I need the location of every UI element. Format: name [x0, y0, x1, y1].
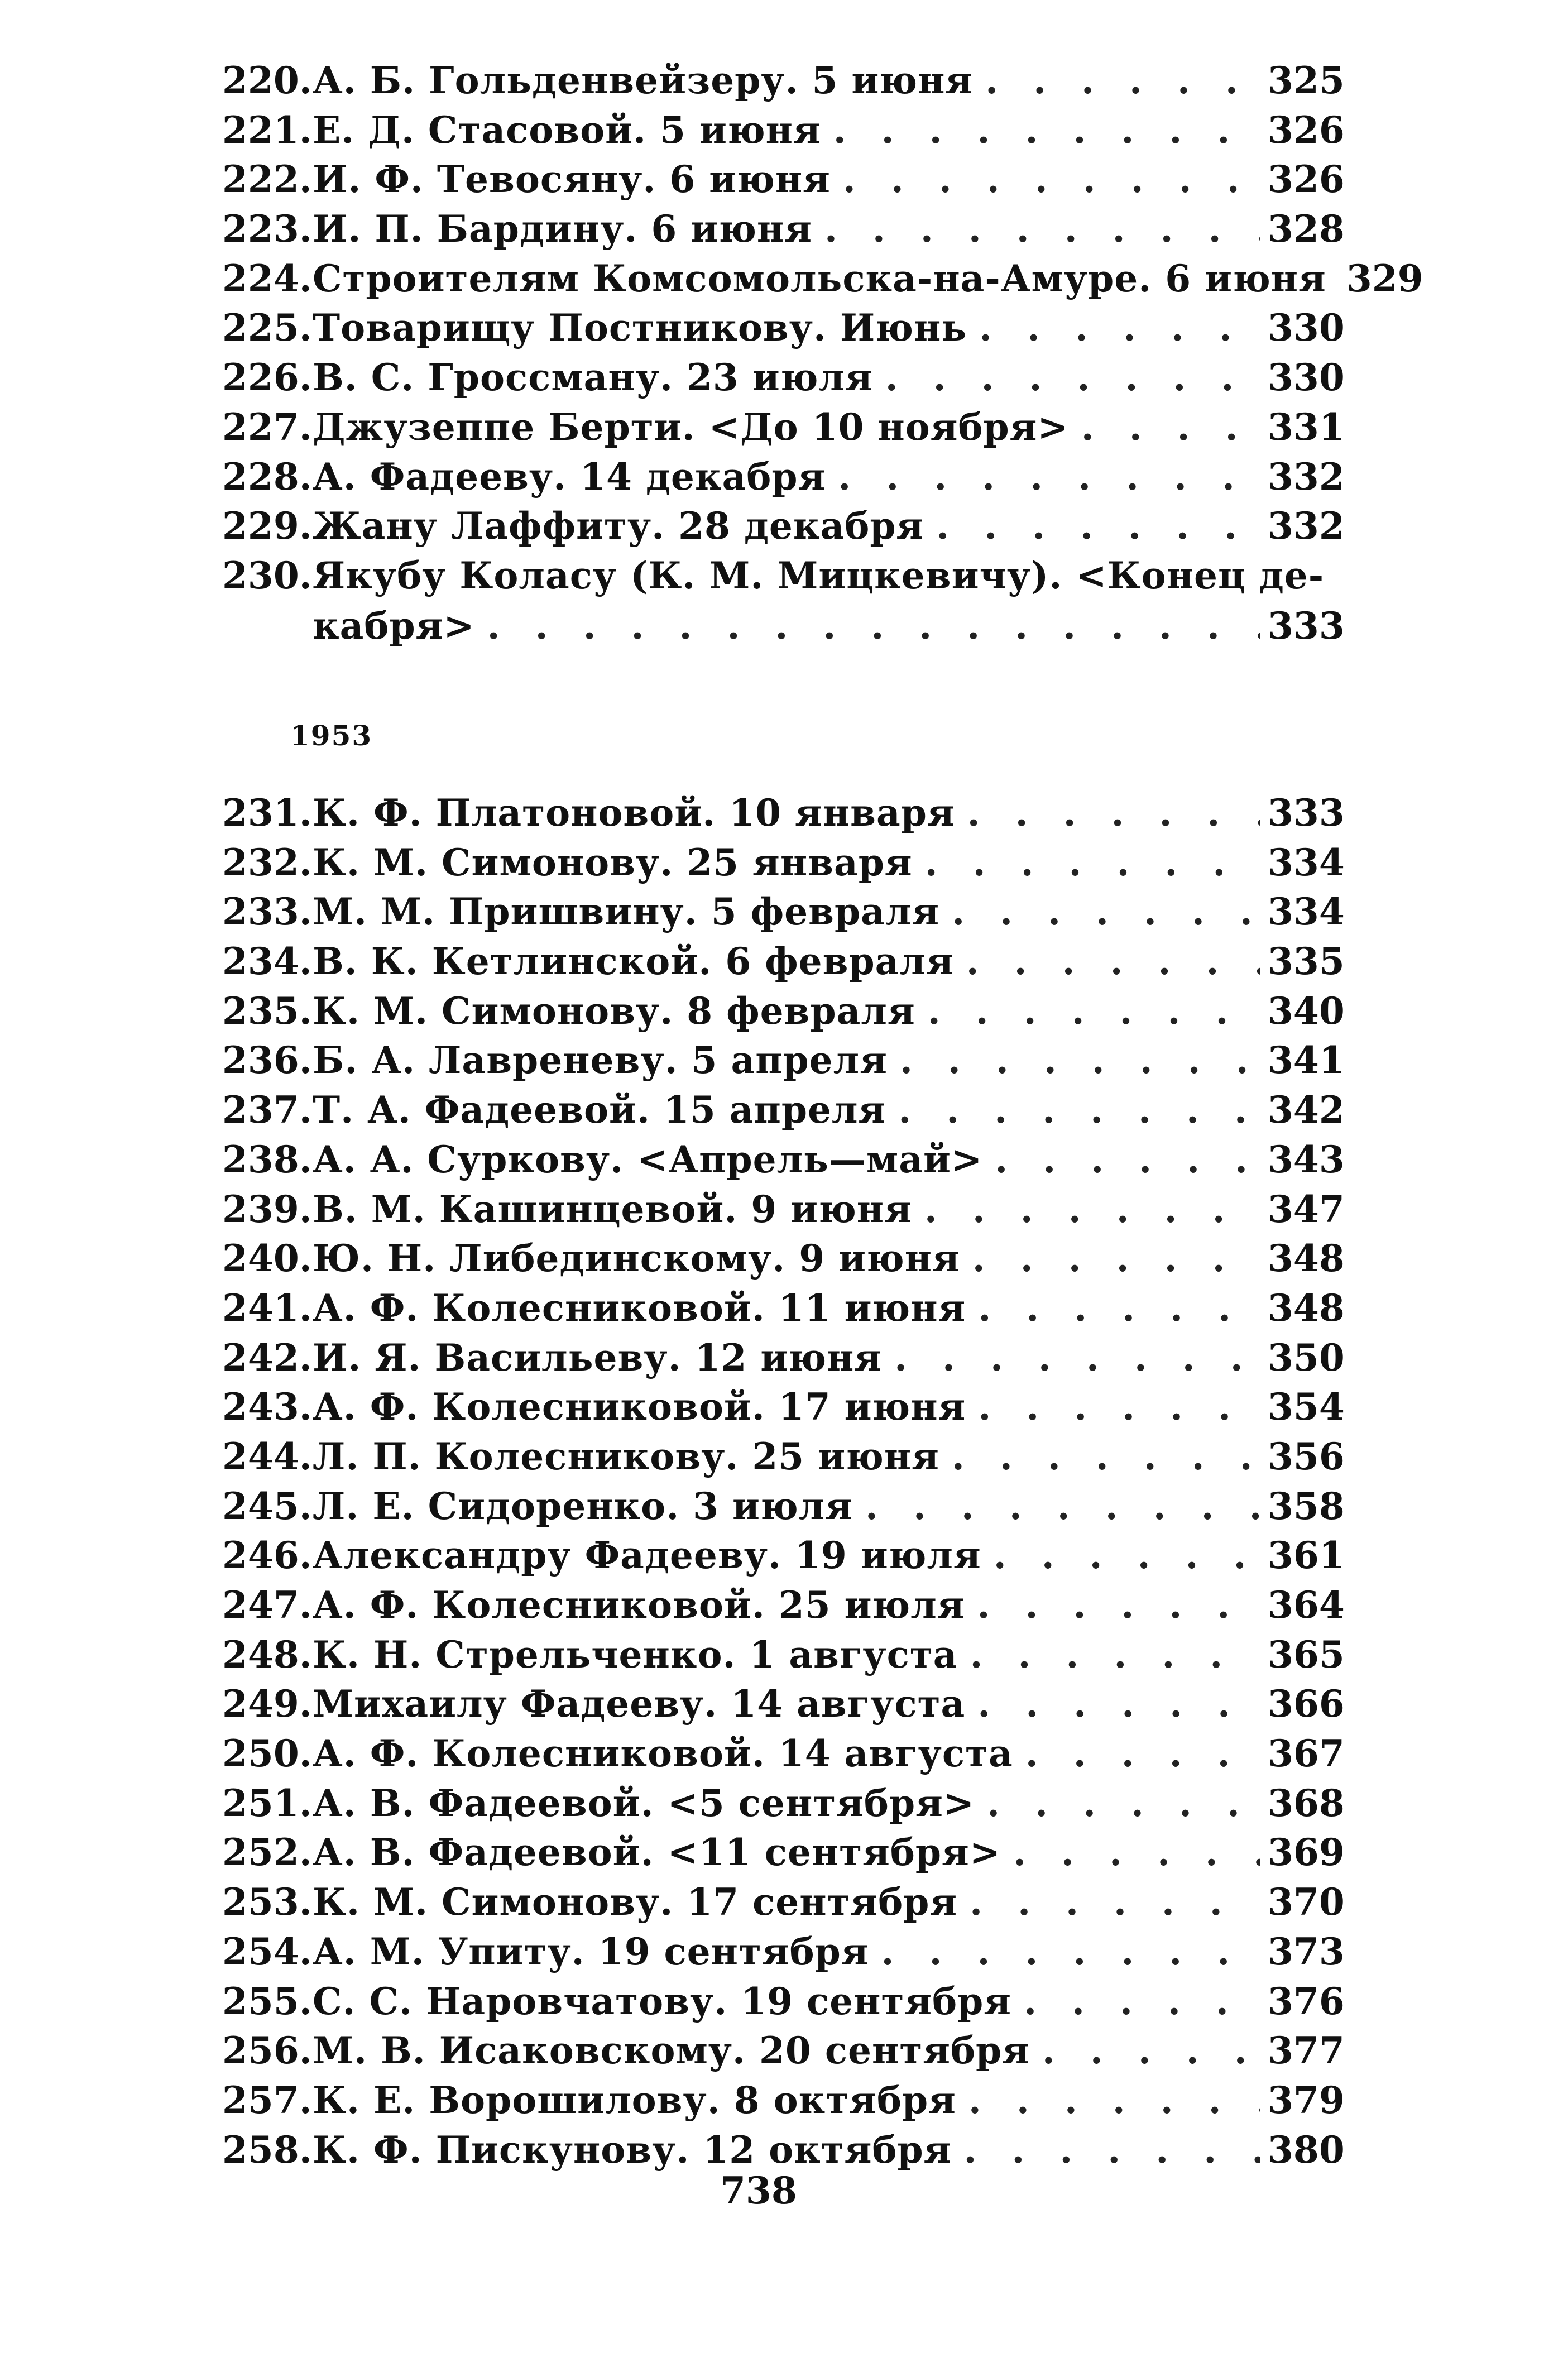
- page-number: 738: [720, 2169, 797, 2212]
- entry-title: Якубу Коласу (К. М. Мицкевичу). <Конец де-: [313, 553, 1325, 597]
- dot-leader: [985, 56, 1260, 106]
- dot-leader: [952, 887, 1260, 937]
- dot-leader: [885, 353, 1260, 403]
- dot-leader: [977, 1580, 1260, 1630]
- toc-entry: [222, 1185, 1345, 1234]
- entry-page: 335: [1268, 940, 1345, 984]
- entry-page: 332: [1268, 504, 1345, 548]
- toc-entry: [222, 1234, 1345, 1283]
- entry-page: 348: [1268, 1237, 1345, 1281]
- entry-page: 366: [1268, 1682, 1345, 1726]
- dot-leader: [1024, 1977, 1260, 2026]
- dot-leader: [843, 155, 1260, 204]
- entry-number: 255.: [222, 1979, 312, 2023]
- entry-number: 237.: [222, 1088, 312, 1132]
- entry-number: 226.: [222, 356, 312, 400]
- entry-page: 354: [1268, 1385, 1345, 1429]
- entry-title: В. М. Кашинцевой. 9 июня: [313, 1187, 912, 1231]
- entry-number: 229.: [222, 504, 312, 548]
- entry-title: И. Ф. Тевосяну. 6 июня: [313, 157, 831, 202]
- entry-page: 332: [1268, 454, 1345, 499]
- entry-page: 377: [1268, 2029, 1345, 2073]
- toc-entry: [222, 1382, 1345, 1432]
- entry-title: К. Е. Ворошилову. 8 октября: [313, 2078, 956, 2122]
- dot-leader: [963, 2125, 1260, 2175]
- dot-leader: [881, 1927, 1260, 1977]
- toc-entry: [222, 1135, 1345, 1185]
- entry-title: А. Б. Гольденвейзеру. 5 июня: [313, 59, 974, 102]
- dot-leader: [1042, 2026, 1260, 2076]
- toc-entry: [222, 106, 1345, 155]
- toc-entry: [222, 1729, 1345, 1779]
- entry-number: 248.: [222, 1632, 312, 1676]
- entry-title: И. Я. Васильеву. 12 июня: [313, 1335, 883, 1379]
- dot-leader: [972, 1234, 1260, 1283]
- entry-page: 379: [1268, 2078, 1345, 2122]
- entry-title: А. Ф. Колесниковой. 11 июня: [313, 1286, 966, 1330]
- entry-number: 236.: [222, 1038, 312, 1082]
- toc-entry: [222, 1828, 1345, 1877]
- dot-leader: [898, 1085, 1260, 1135]
- entry-page: 365: [1268, 1632, 1345, 1676]
- entry-title: А. Ф. Колесниковой. 25 июля: [313, 1583, 965, 1627]
- entry-title: К. Ф. Пискунову. 12 октября: [313, 2128, 952, 2172]
- entry-number: 228.: [222, 454, 312, 499]
- toc-entry: [222, 2076, 1345, 2125]
- entry-number: 242.: [222, 1335, 312, 1379]
- entry-page: 343: [1268, 1137, 1345, 1181]
- dot-leader: [979, 303, 1260, 353]
- toc-entry: [222, 353, 1345, 403]
- entry-number: 221.: [222, 108, 312, 152]
- entry-page: 326: [1268, 108, 1345, 152]
- entry-title: Строителям Комсомольска-на-Амуре. 6 июня: [313, 256, 1326, 300]
- entry-page: 364: [1268, 1583, 1345, 1627]
- entry-page: 376: [1268, 1979, 1345, 2023]
- entry-page: 347: [1268, 1187, 1345, 1231]
- toc-entry: [222, 501, 1345, 551]
- toc-entry: [222, 254, 1423, 304]
- toc-entry: [222, 937, 1345, 986]
- toc-entry: [222, 1432, 1345, 1482]
- entry-page: 329: [1346, 256, 1423, 300]
- entry-title: А. В. Фадеевой. <11 сентября>: [313, 1831, 1001, 1875]
- entry-title: Б. А. Лавреневу. 5 апреля: [313, 1038, 888, 1082]
- entry-title: К. М. Симонову. 8 февраля: [313, 989, 915, 1033]
- entry-title: Джузеппе Берти. <До 10 ноября>: [313, 405, 1069, 449]
- dot-leader: [968, 2076, 1260, 2125]
- entry-number: 254.: [222, 1929, 312, 1973]
- entry-number: 247.: [222, 1583, 312, 1627]
- dot-leader: [833, 106, 1260, 155]
- entry-title: С. С. Наровчатову. 19 сентября: [313, 1979, 1012, 2023]
- entry-number: 240.: [222, 1237, 312, 1281]
- dot-leader: [970, 1877, 1260, 1927]
- entry-page: 361: [1268, 1534, 1345, 1578]
- entry-title: Л. П. Колесникову. 25 июня: [313, 1434, 939, 1478]
- dot-leader: [487, 601, 1260, 651]
- entry-page: 341: [1268, 1038, 1345, 1082]
- toc-entry: [222, 403, 1345, 452]
- dot-leader: [987, 1779, 1260, 1828]
- entry-page: 350: [1268, 1335, 1345, 1379]
- entry-title: Л. Е. Сидоренко. 3 июля: [313, 1484, 853, 1528]
- entry-number: 243.: [222, 1385, 312, 1429]
- entry-number: 256.: [222, 2029, 312, 2073]
- entry-number: 231.: [222, 791, 312, 835]
- entry-title: Т. А. Фадеевой. 15 апреля: [313, 1088, 886, 1132]
- dot-leader: [994, 1531, 1260, 1580]
- dot-leader: [970, 1630, 1260, 1680]
- dot-leader: [966, 937, 1260, 986]
- dot-leader: [838, 452, 1260, 502]
- toc-entry: [222, 1977, 1345, 2026]
- entry-page: 373: [1268, 1929, 1345, 1973]
- entry-title: К. Ф. Платоновой. 10 января: [313, 791, 955, 835]
- entry-page: 358: [1268, 1484, 1345, 1528]
- entry-title: В. К. Кетлинской. 6 февраля: [313, 940, 954, 984]
- entry-number: 246.: [222, 1534, 312, 1578]
- entry-number: 227.: [222, 405, 312, 449]
- entry-title: К. М. Симонову. 17 сентября: [313, 1880, 958, 1924]
- entry-title: А. Ф. Колесниковой. 17 июня: [313, 1385, 966, 1429]
- entry-page: 340: [1268, 989, 1345, 1033]
- entry-number: 230.: [222, 553, 312, 597]
- dot-leader: [924, 1185, 1260, 1234]
- entry-number: 241.: [222, 1286, 312, 1330]
- dot-leader: [928, 986, 1260, 1036]
- toc-entry: [222, 1630, 1345, 1680]
- dot-leader: [1081, 403, 1260, 452]
- entry-number: 239.: [222, 1187, 312, 1231]
- entry-title: К. М. Симонову. 25 января: [313, 840, 913, 884]
- toc-entry: [222, 204, 1345, 254]
- toc-entry: [222, 1036, 1345, 1085]
- entry-page: 334: [1268, 890, 1345, 934]
- toc-entry: [222, 986, 1345, 1036]
- entry-title: Е. Д. Стасовой. 5 июня: [313, 108, 821, 152]
- entry-number: 225.: [222, 306, 312, 350]
- entry-title: А. Ф. Колесниковой. 14 августа: [313, 1732, 1013, 1776]
- entry-number: 253.: [222, 1880, 312, 1924]
- entry-page: 356: [1268, 1434, 1345, 1478]
- toc-entry: [222, 788, 1345, 838]
- toc-entry: [222, 1877, 1345, 1927]
- dot-leader: [824, 204, 1260, 254]
- dot-leader: [894, 1333, 1260, 1383]
- toc-entry: [222, 452, 1345, 502]
- toc-entry: [222, 1531, 1345, 1580]
- entry-title: Ю. Н. Либединскому. 9 июня: [313, 1237, 960, 1281]
- dot-leader: [900, 1036, 1260, 1085]
- entry-number: 220.: [222, 59, 312, 102]
- toc-entry: [222, 1482, 1345, 1531]
- toc-entry: [222, 1679, 1345, 1729]
- entry-number: 233.: [222, 890, 312, 934]
- entry-page: 326: [1268, 157, 1345, 202]
- entry-title: Товарищу Постникову. Июнь: [313, 306, 967, 350]
- entry-title: К. Н. Стрельченко. 1 августа: [313, 1632, 958, 1676]
- toc-entry: [222, 56, 1345, 106]
- entry-number: 222.: [222, 157, 312, 202]
- entry-page: 331: [1268, 405, 1345, 449]
- toc-list-1953: [222, 788, 1345, 2174]
- dot-leader: [967, 788, 1260, 838]
- entry-title: А. В. Фадеевой. <5 сентября>: [313, 1781, 975, 1825]
- entry-number: 235.: [222, 989, 312, 1033]
- toc-entry: [222, 2125, 1345, 2175]
- entry-page: 342: [1268, 1088, 1345, 1132]
- entry-number: 252.: [222, 1831, 312, 1875]
- entry-page: 367: [1268, 1732, 1345, 1776]
- entry-title: Михаилу Фадееву. 14 августа: [313, 1682, 966, 1726]
- dot-leader: [978, 1283, 1260, 1333]
- entry-number: 223.: [222, 207, 312, 251]
- entry-number: 245.: [222, 1484, 312, 1528]
- entry-number: 257.: [222, 2078, 312, 2122]
- entry-number: 251.: [222, 1781, 312, 1825]
- toc-entry: [222, 838, 1345, 888]
- dot-leader: [995, 1135, 1260, 1185]
- toc-entry: [222, 551, 1345, 651]
- dot-leader: [936, 501, 1260, 551]
- entry-title-continuation: кабря>: [313, 603, 475, 648]
- dot-leader: [1025, 1729, 1260, 1779]
- entry-title: А. Фадееву. 14 декабря: [313, 454, 826, 499]
- entry-number: 249.: [222, 1682, 312, 1726]
- toc-entry: [222, 887, 1345, 937]
- dot-leader: [952, 1432, 1260, 1482]
- entry-title: А. М. Упиту. 19 сентября: [313, 1929, 869, 1973]
- toc-entry: [222, 1580, 1345, 1630]
- entry-page: 328: [1268, 207, 1345, 251]
- dot-leader: [1013, 1828, 1260, 1877]
- toc-entry: [222, 155, 1345, 204]
- entry-page: 368: [1268, 1781, 1345, 1825]
- entry-title: А. А. Суркову. <Апрель—май>: [313, 1137, 983, 1181]
- toc-entry: [222, 2026, 1345, 2076]
- entry-page: 369: [1268, 1831, 1345, 1875]
- toc-entry: [222, 1333, 1345, 1383]
- entry-page: 325: [1268, 59, 1345, 102]
- dot-leader: [978, 1382, 1260, 1432]
- entry-title: М. В. Исаковскому. 20 сентября: [313, 2029, 1030, 2073]
- entry-page: 380: [1268, 2128, 1345, 2172]
- toc-entry: [222, 1779, 1345, 1828]
- year-heading: 1953: [290, 719, 373, 752]
- dot-leader: [977, 1679, 1260, 1729]
- entry-page: 370: [1268, 1880, 1345, 1924]
- entry-title: М. М. Пришвину. 5 февраля: [313, 890, 940, 934]
- toc-entry: [222, 1085, 1345, 1135]
- entry-number: 238.: [222, 1137, 312, 1181]
- entry-page: 348: [1268, 1286, 1345, 1330]
- entry-page: 330: [1268, 356, 1345, 400]
- entry-title: В. С. Гроссману. 23 июля: [313, 356, 873, 400]
- toc-entry: [222, 1283, 1345, 1333]
- toc-entry: [222, 1927, 1345, 1977]
- dot-leader: [865, 1482, 1260, 1531]
- dot-leader: [925, 838, 1260, 888]
- entry-page: 334: [1268, 840, 1345, 884]
- entry-page: 330: [1268, 306, 1345, 350]
- entry-number: 224.: [222, 256, 312, 300]
- entry-page: 333: [1268, 603, 1345, 648]
- entry-title: Александру Фадееву. 19 июля: [313, 1534, 981, 1578]
- toc-entry: [222, 303, 1345, 353]
- entry-number: 244.: [222, 1434, 312, 1478]
- entry-number: 250.: [222, 1732, 312, 1776]
- entry-number: 232.: [222, 840, 312, 884]
- entry-number: 258.: [222, 2128, 312, 2172]
- toc-list-1952: [222, 56, 1423, 651]
- entry-page: 333: [1268, 791, 1345, 835]
- entry-number: 234.: [222, 940, 312, 984]
- entry-title: Жану Лаффиту. 28 декабря: [313, 504, 924, 548]
- entry-title: И. П. Бардину. 6 июня: [313, 207, 812, 251]
